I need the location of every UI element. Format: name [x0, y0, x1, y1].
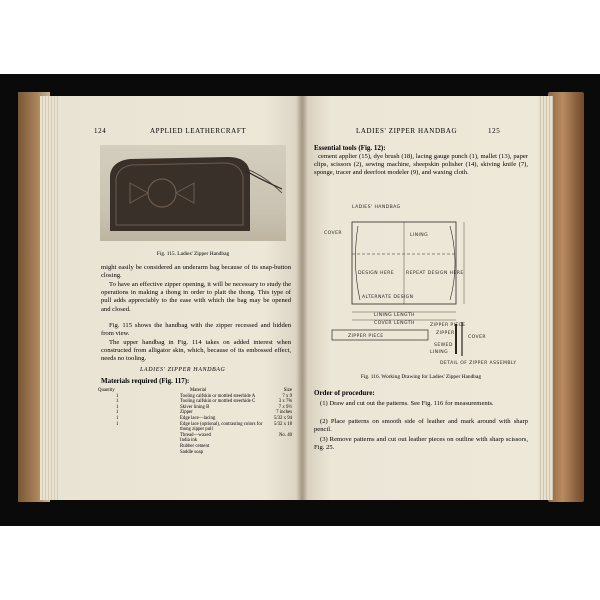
table-row: Rubber cement — [180, 443, 210, 449]
label-design-here: DESIGN HERE — [358, 271, 395, 276]
right-running-head: LADIES' ZIPPER HANDBAG — [356, 127, 458, 135]
left-page-number: 124 — [94, 127, 107, 135]
materials-table — [66, 388, 292, 455]
table-row: 1 Skiver lining B 7 x 9½ — [116, 404, 292, 410]
header-quantity: Quantity — [98, 388, 115, 393]
label-alternate-design: ALTERNATE DESIGN — [362, 295, 414, 300]
label-lining-small: LINING — [430, 350, 449, 355]
label-zipper-piece-small: ZIPPER PIECE — [430, 323, 466, 328]
table-row: Saddle soap — [180, 449, 204, 455]
materials-heading: Materials required (Fig. 117): — [101, 377, 190, 385]
paragraph-2: To have an effective zipper opening, it will be necessary to study the operations in making a thong in order to plait the thong. This type of pull adds appreciably to the ease with which the bag may be opened and closed. — [101, 281, 291, 313]
step-3: (3) Remove patterns and cut out leather pieces on outline with sharp scissors, Fig. 25. — [314, 436, 528, 452]
tools-text: cement applier (15), dye brush (18), lacing gauge punch (1), mallet (13), paper clips, scissors (2), sewing machine, sheepskin polisher (14), skiving knife (7), sponge, tracer and deerfoot modeler (9), and waxing cloth. — [314, 153, 528, 177]
label-zipper-piece: ZIPPER PIECE — [348, 334, 384, 339]
section-subtitle: LADIES' ZIPPER HANDBAG — [140, 367, 226, 373]
table-row: 1 Edge lace (optional), contrasting colors for thong zipper pull 5/32 x 18 — [116, 421, 292, 433]
step-2: (2) Place patterns on smooth side of leather and mark around with sharp pencil. — [314, 418, 528, 434]
table-row: 1 Zipper 7 inches — [116, 410, 292, 416]
label-zipper: ZIPPER — [436, 331, 455, 336]
right-figure-caption: Fig. 116. Working Drawing for Ladies' Zipper Handbag — [360, 374, 482, 380]
right-page-number: 125 — [488, 127, 501, 135]
paragraph-4: The upper handbag in Fig. 114 takes on added interest when constructed from alligator skin, which, because of its embossed effect, needs no tooling. — [101, 339, 291, 363]
table-row: 1 Tooling calfskin or mottled steerhide A 7 x 9 — [116, 393, 292, 399]
table-row: 1 Edge lace—lacing 5/32 x 94 — [116, 415, 292, 421]
paragraph-3: Fig. 115 shows the handbag with the zipper recessed and hidden from view. — [101, 322, 291, 338]
working-drawing — [312, 196, 530, 374]
table-row: 1 Tooling calfskin or mottled steerhide C 3 x 7⅝ — [116, 399, 292, 405]
label-repeat-design: REPEAT DESIGN HERE — [406, 271, 464, 276]
label-lining-length: LINING LENGTH — [374, 313, 415, 318]
label-cover: COVER — [324, 231, 342, 236]
book-cover-right — [548, 92, 584, 502]
table-row: Thread—waxed No. 40 — [180, 432, 292, 438]
left-running-head: APPLIED LEATHERCRAFT — [150, 127, 247, 135]
step-1: (1) Draw and cut out the patterns. See Fig. 116 for measurements. — [320, 400, 494, 407]
label-cover-length: COVER LENGTH — [374, 321, 415, 326]
tools-heading: Essential tools (Fig. 12): — [314, 144, 386, 152]
drawing-title: LADIES' HANDBAG — [352, 205, 401, 210]
handbag-photo — [100, 145, 286, 241]
label-lining: LINING — [410, 233, 429, 238]
header-material: Material — [190, 388, 207, 393]
label-detail: DETAIL OF ZIPPER ASSEMBLY — [440, 361, 517, 366]
label-sewed: SEWED — [434, 343, 453, 348]
gutter-shadow — [296, 96, 308, 500]
header-size: Size — [283, 388, 292, 393]
left-figure-caption: Fig. 115. Ladies' Zipper Handbag — [156, 251, 230, 257]
paragraph-1: might easily be considered an underarm bag because of its snap-button closing. — [101, 264, 291, 280]
procedure-heading: Order of procedure: — [314, 389, 375, 397]
handbag-image — [100, 145, 286, 241]
table-row: India ink — [180, 438, 198, 444]
label-cover-small: COVER — [468, 335, 486, 340]
